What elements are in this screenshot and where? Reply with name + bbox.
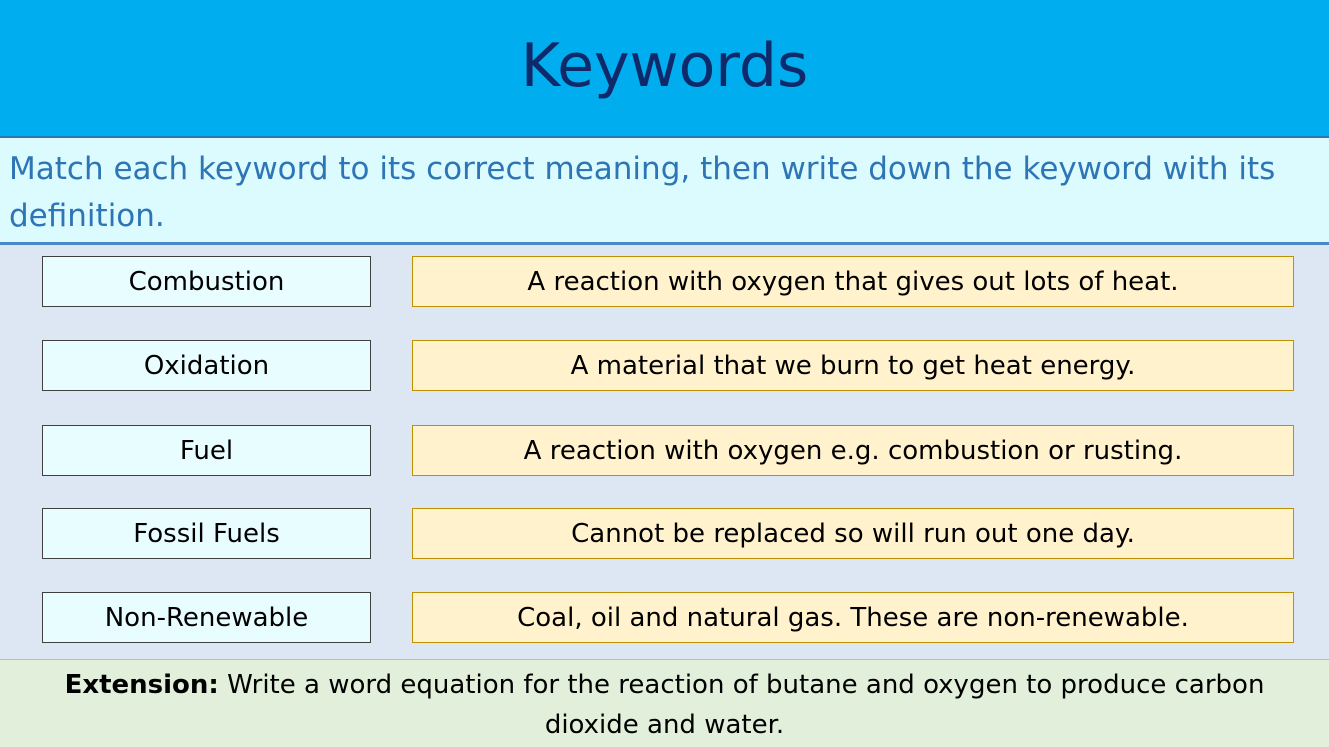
definition-box-1[interactable]: A reaction with oxygen that gives out lots of heat. [412, 256, 1294, 307]
definition-box-2[interactable]: A material that we burn to get heat energy. [412, 340, 1294, 391]
match-row [0, 340, 1329, 391]
keyword-box-combustion[interactable]: Combustion [42, 256, 371, 307]
definition-box-3[interactable]: A reaction with oxygen e.g. combustion or rusting. [412, 425, 1294, 476]
definition-box-4[interactable]: Cannot be replaced so will run out one day. [412, 508, 1294, 559]
match-row [0, 256, 1329, 307]
keyword-box-non-renewable[interactable]: Non-Renewable [42, 592, 371, 643]
extension-text: Write a word equation for the reaction of butane and oxygen to produce carbon dioxide and water. [218, 670, 1265, 740]
keyword-box-fossil-fuels[interactable]: Fossil Fuels [42, 508, 371, 559]
keyword-box-oxidation[interactable]: Oxidation [42, 340, 371, 391]
definition-box-5[interactable]: Coal, oil and natural gas. These are non-renewable. [412, 592, 1294, 643]
match-row [0, 425, 1329, 476]
match-row [0, 508, 1329, 559]
keyword-box-fuel[interactable]: Fuel [42, 425, 371, 476]
extension-label: Extension: [64, 670, 219, 700]
page-title: Keywords [520, 31, 809, 101]
match-row [0, 592, 1329, 643]
title-banner [0, 0, 1329, 138]
instruction-text: Match each keyword to its correct meaning, then write down the keyword with its definition. [0, 138, 1329, 245]
extension-task [0, 659, 1329, 747]
